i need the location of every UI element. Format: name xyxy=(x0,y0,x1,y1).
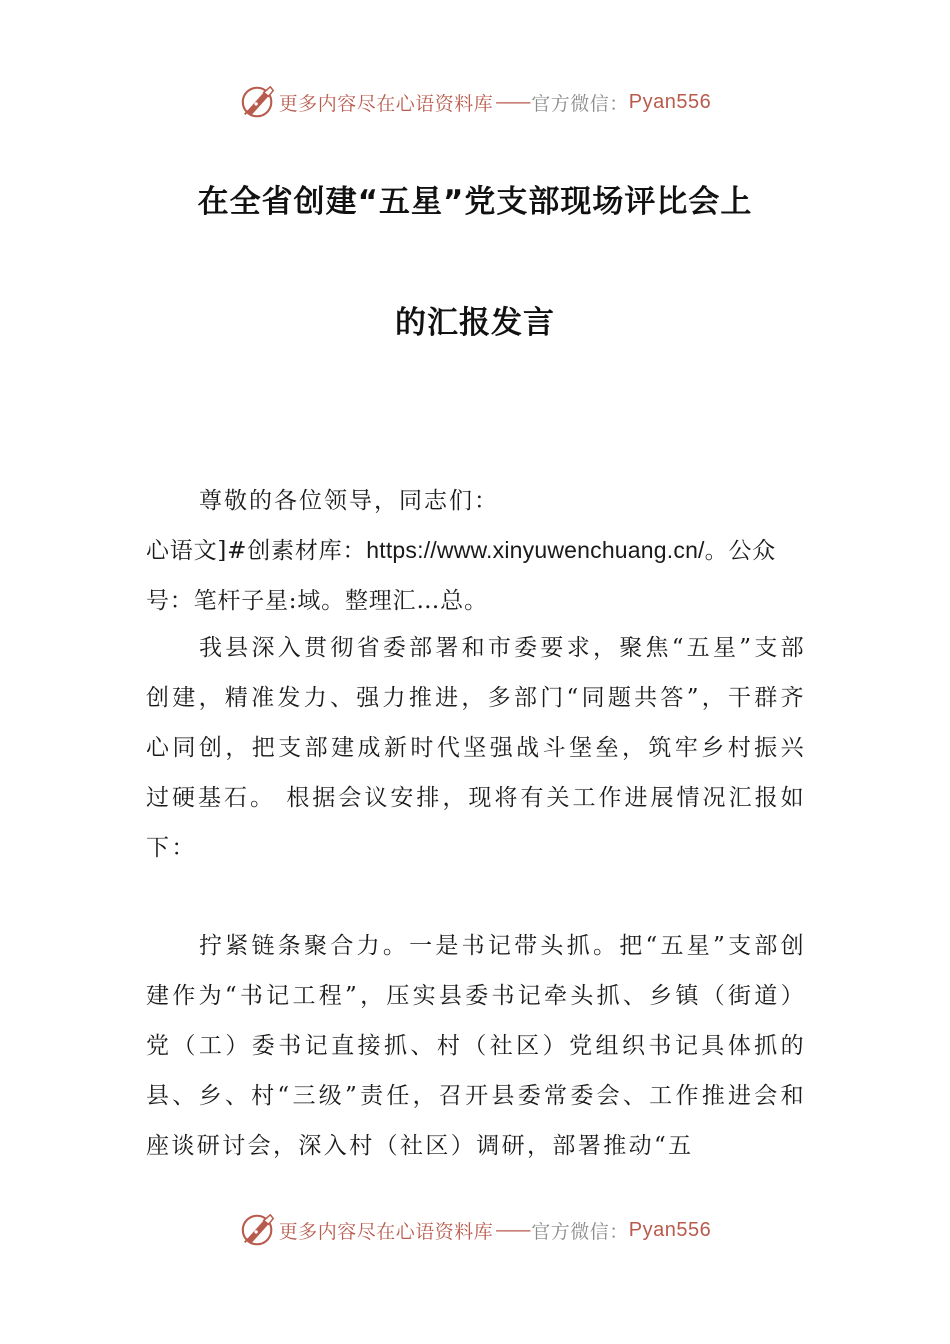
banner-label: 官方微信 xyxy=(531,92,610,115)
source-url: https://www.xinyuwenchuang.cn/ xyxy=(366,537,705,563)
banner-colon: ： xyxy=(609,1220,629,1243)
pen-nib-logo-icon xyxy=(239,83,277,121)
source-paragraph xyxy=(146,525,806,626)
banner-wechat-handle: Pyan556 xyxy=(628,90,712,113)
banner-main-text: 更多内容尽在心语资料库 xyxy=(278,92,494,115)
document-title-line-2: 的汇报发言 xyxy=(395,305,555,341)
banner-main-text: 更多内容尽在心语资料库 xyxy=(278,1220,494,1243)
banner-wechat-handle: Pyan556 xyxy=(628,1218,712,1241)
banner-dash: —— xyxy=(495,1219,530,1241)
banner-colon: ： xyxy=(609,92,629,115)
source-suffix: 。公众号：笔杆子星:域。整理汇…总。 xyxy=(146,538,777,614)
source-prefix: 心语文]#创素材库： xyxy=(146,538,367,564)
section-paragraph: 拧紧链条聚合力。一是书记带头抓。把“五星”支部创建作为“书记工程”，压实县委书记牵头抓、乡镇（街道）党（工）委书记直接抓、村（社区）党组织书记具体抓的县、乡、村“三级”责任，召开县委常委会、工作推进会和座谈研讨会，深入村（社区）调研，部署推动“五 xyxy=(146,933,806,1159)
banner-dash: —— xyxy=(495,91,530,113)
header-watermark-banner xyxy=(0,80,950,124)
greeting-paragraph: 尊敬的各位领导，同志们： xyxy=(199,488,499,514)
banner-label: 官方微信 xyxy=(531,1220,610,1243)
footer-watermark-banner xyxy=(0,1208,950,1252)
document-title-line-1: 在全省创建“五星”党支部现场评比会上 xyxy=(197,184,753,220)
pen-nib-logo-icon xyxy=(239,1211,277,1249)
intro-paragraph: 我县深入贯彻省委部署和市委要求，聚焦“五星”支部创建，精准发力、强力推进，多部门“同题共答”，干群齐心同创，把支部建成新时代坚强战斗堡垒，筑牢乡村振兴过硬基石。 根据会议安排，现将有关工作进展情况汇报如下： xyxy=(146,635,806,861)
